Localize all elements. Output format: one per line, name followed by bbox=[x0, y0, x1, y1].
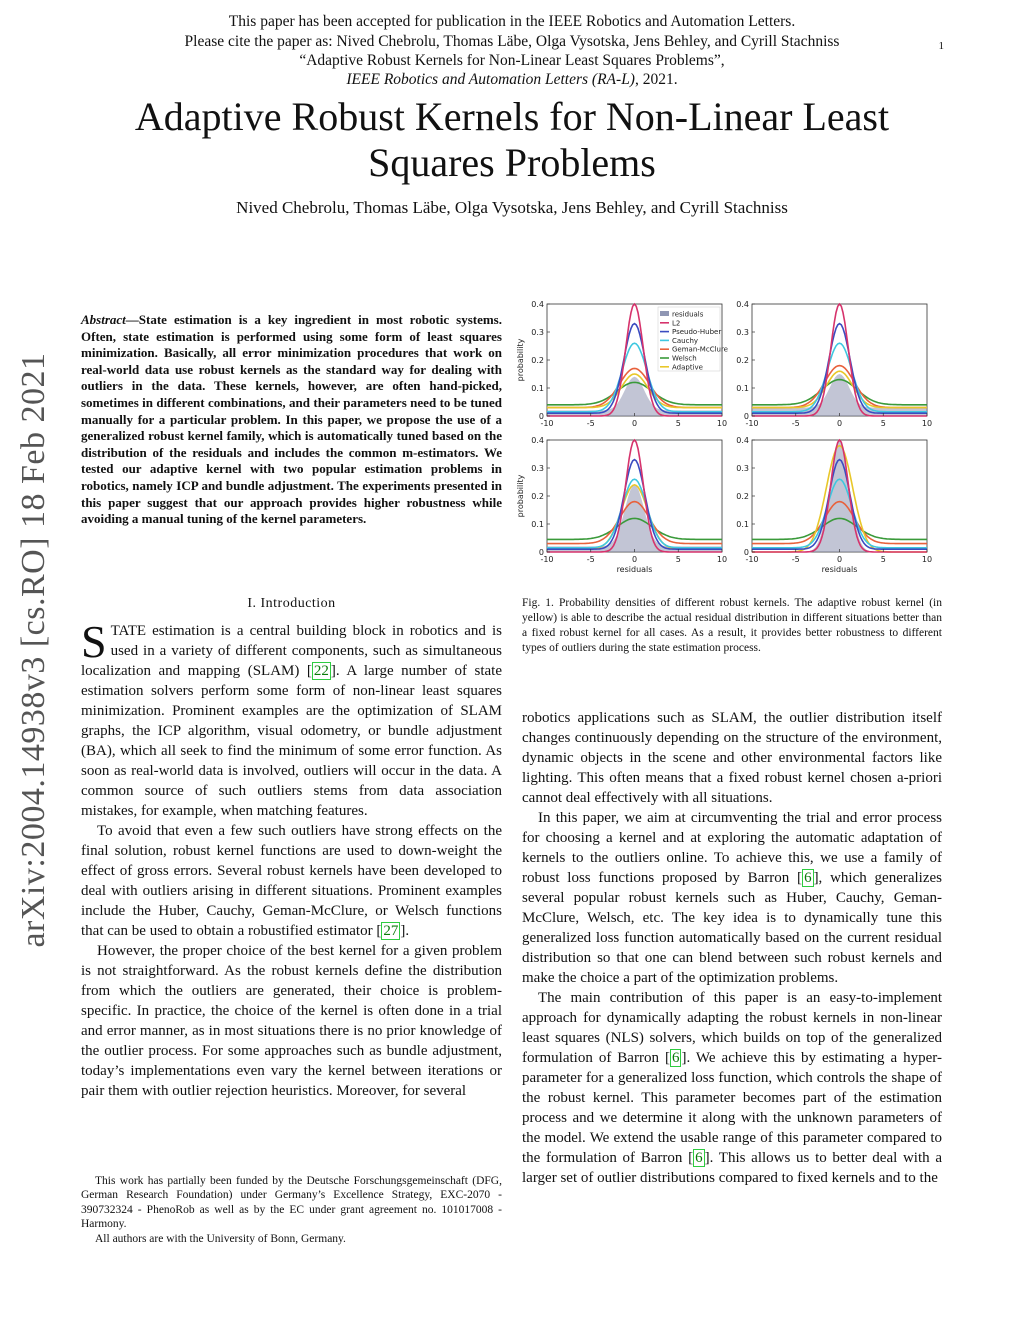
col2-paragraph-2 bbox=[522, 808, 942, 988]
intro-p1-text-a: TATE estimation is a central building block in robotics and is used in a variety of different components, such as simultaneous localization and mapping (SLAM) [ bbox=[81, 623, 502, 679]
figure-caption: Fig. 1. Probability densities of different robust kernels. The adaptive robust kernel (in yellow) is able to describe the actual residual distribution in different situations better than a fixed robust kernel for all cases. As a result, it provides better robustness to different types of outliers during the state estimation process. bbox=[522, 597, 942, 654]
y-tick-label: 0.4 bbox=[736, 436, 749, 445]
legend-swatch bbox=[660, 311, 669, 316]
x-tick-label: -10 bbox=[540, 555, 554, 564]
x-tick-label: -10 bbox=[540, 419, 554, 428]
y-tick-label: 0.3 bbox=[736, 328, 749, 337]
citation-note: Please cite the paper as: Nived Chebrolu, Thomas Läbe, Olga Vysotska, Jens Behley, and Cyrill Stachniss bbox=[184, 33, 840, 50]
citation-link-27[interactable]: 27 bbox=[383, 923, 399, 939]
citation-venue bbox=[0, 70, 1024, 89]
drop-cap: S bbox=[81, 616, 107, 667]
abstract-text: State estimation is a key ingredient in most robotic systems. Often, state estimation is performed using some form of least squares minimization. Basically, all error minimization procedures that work on real-world data use robust kernels as the standard way for dealing with outliers in the data. These kernels, however, are often hand-picked, sometimes in different combinations, and their parameters need to be tuned manually for a particular problem. In this paper, we propose the use of a generalized robust kernel family, which is automatically tuned based on the distribution of the residuals and includes the common m-estimators. We tested our adaptive kernel with two popular estimation problems in robotics, namely ICP and bundle adjustment. The experiments presented in this paper suggest that our approach provides higher robustness while avoiding a manual tuning of the kernel parameters. bbox=[81, 312, 502, 527]
intro-paragraph-1 bbox=[81, 616, 502, 821]
legend-entry: Adaptive bbox=[672, 363, 703, 372]
y-tick-label: 0.3 bbox=[736, 464, 749, 473]
x-tick-label: 0 bbox=[836, 555, 843, 564]
x-tick-label: -5 bbox=[586, 555, 595, 564]
arxiv-stamp bbox=[4, 350, 64, 950]
funding-note: This work has partially been funded by the Deutsche Forschungsgemeinschaft (DFG, German Research Foundation) under Germany’s Excellence Strategy, EXC-2070 - 390732324 - PhenoRob as well as by the EC under grant agreement no. 101017008 - Harmony. bbox=[81, 1175, 502, 1231]
x-tick-label: 0 bbox=[631, 555, 638, 564]
x-tick-label: 0 bbox=[631, 419, 638, 428]
abstract bbox=[81, 312, 502, 528]
col2-p2-text-b: ], which generalizes several popular robust kernels such as Huber, Cauchy, Geman-McClure, Welsch, etc. The key idea is to dynamically tune this generalized loss function automatically based on the current residual distribution so that one can blend between such robust kernels and make the choice a part of the optimization problems. bbox=[522, 870, 943, 986]
citation-title: “Adaptive Robust Kernels for Non-Linear Least Squares Problems”, bbox=[299, 52, 725, 69]
y-axis-label: probability bbox=[516, 338, 525, 382]
y-tick-label: 0.3 bbox=[531, 328, 544, 337]
arxiv-id: arXiv:2004.14938v3 [cs.RO] 18 Feb 2021 bbox=[15, 352, 52, 948]
y-tick-label: 0.1 bbox=[736, 520, 749, 529]
x-tick-label: -5 bbox=[586, 419, 595, 428]
intro-p2-text-b: ]. bbox=[400, 923, 410, 939]
intro-p1-text-b: ]. A large number of state estimation solvers perform some form of non-linear least squares minimization. Prominent examples are the optimization of SLAM graphs, the ICP algorithm, visual odometry, or bundle adjustment (BA), which all seek to find the minimum of some error function. As soon as real-world data is involved, outliers will occur in the data. A common source of such outliers stems from data association mistakes, for example, when matching features. bbox=[81, 663, 502, 819]
y-tick-label: 0 bbox=[538, 412, 544, 421]
legend-entry: Welsch bbox=[672, 354, 697, 363]
abstract-label: Abstract bbox=[81, 312, 126, 327]
y-axis-label: probability bbox=[516, 474, 525, 518]
y-tick-label: 0.3 bbox=[531, 464, 544, 473]
legend-entry: Geman-McClure bbox=[672, 345, 728, 354]
intro-p2-text-a: To avoid that even a few such outliers have strong effects on the final solution, robust kernel functions are used to down-weight the effect of gross errors. Several robust kernels have been developed to deal with outliers arising in different situations. Prominent examples include the Huber, Cauchy, Geman-McClure, or Welsch functions that can be used to obtain a robustified estimator [ bbox=[81, 823, 502, 939]
footnote bbox=[81, 1174, 502, 1246]
x-tick-label: 10 bbox=[716, 555, 728, 564]
author-list: Nived Chebrolu, Thomas Läbe, Olga Vysotska, Jens Behley, and Cyrill Stachniss bbox=[236, 198, 788, 217]
introduction-body bbox=[81, 616, 502, 1101]
y-tick-label: 0.2 bbox=[736, 356, 749, 365]
y-tick-label: 0 bbox=[538, 548, 544, 557]
title-line-2: Squares Problems bbox=[368, 140, 656, 185]
citation-link-6[interactable]: 6 bbox=[804, 870, 812, 886]
col2-p2-text-a: In this paper, we aim at circumventing the trial and error process for choosing a kernel and at exploring the automatic adaptation of kernels to the outliers online. To achieve this, we use a family of robust loss functions proposed by Barron [ bbox=[522, 810, 942, 886]
y-tick-label: 0.2 bbox=[531, 356, 544, 365]
x-tick-label: 5 bbox=[880, 419, 886, 428]
x-tick-label: 5 bbox=[880, 555, 886, 564]
col2-p3-text-c: ]. This allows us to better deal with a larger set of outlier distributions compared to fixed kernels and to the bbox=[522, 1150, 942, 1186]
chart-legend bbox=[658, 307, 728, 371]
x-tick-label: -5 bbox=[791, 555, 800, 564]
citation-link-6c[interactable]: 6 bbox=[695, 1150, 703, 1166]
abstract-dash: — bbox=[125, 312, 139, 327]
intro-paragraph-3: However, the proper choice of the best kernel for a given problem is not straightforward. As the robust kernels define the distribution from which the outliers are generated, their choice is problem-specific. In practice, the choice of the kernel is often done in a trial and error manner, as in most situations there is no prior knowledge of the outlier process. For some approaches such as bundle adjustment, today’s implementations even vary the kernel between iterations or pair them with outlier rejection heuristics. Moreover, for several bbox=[81, 943, 502, 1099]
x-tick-label: -5 bbox=[791, 419, 800, 428]
y-tick-label: 0 bbox=[743, 548, 749, 557]
page-number: 1 bbox=[938, 40, 944, 52]
venue-name: IEEE Robotics and Automation Letters (RA-L) bbox=[346, 71, 635, 88]
acceptance-note: This paper has been accepted for publication in the IEEE Robotics and Automation Letters. bbox=[228, 13, 796, 30]
col2-p3-text-b: ]. We achieve this by estimating a hyper-parameter for a generalized loss function, which controls the shape of the robust kernel. This parameter becomes part of the estimation process and we determine it along with the unknown parameters of the model. We extend the usable range of this parameter compared to the formulation of Barron [ bbox=[522, 1050, 942, 1166]
x-tick-label: -10 bbox=[745, 419, 759, 428]
y-tick-label: 0.4 bbox=[531, 300, 544, 309]
x-axis-label: residuals bbox=[616, 565, 653, 574]
x-tick-label: 10 bbox=[921, 555, 933, 564]
y-tick-label: 0 bbox=[743, 412, 749, 421]
col2-paragraph-3 bbox=[522, 988, 942, 1188]
section-heading-introduction: I. Introduction bbox=[247, 596, 336, 611]
legend-entry: residuals bbox=[672, 310, 704, 319]
y-tick-label: 0.4 bbox=[531, 436, 544, 445]
col2-p3-text-a: The main contribution of this paper is an easy-to-implement approach for dynamically adapting the robust kernels in non-linear least squares (NLS) solvers, which builds on top of the generalized formulation of Barron [ bbox=[522, 990, 942, 1066]
legend-entry: Cauchy bbox=[672, 336, 699, 345]
venue-year: , 2021. bbox=[634, 71, 678, 88]
x-tick-label: -10 bbox=[745, 555, 759, 564]
paper-title bbox=[0, 94, 1024, 186]
y-tick-label: 0.2 bbox=[736, 492, 749, 501]
y-tick-label: 0.1 bbox=[531, 384, 544, 393]
chart-panel-bottom-right bbox=[736, 436, 932, 574]
affiliation-note: All authors are with the University of Bonn, Germany. bbox=[95, 1232, 346, 1245]
y-tick-label: 0.4 bbox=[736, 300, 749, 309]
right-column-body bbox=[522, 708, 942, 1188]
y-tick-label: 0.2 bbox=[531, 492, 544, 501]
y-tick-label: 0.1 bbox=[531, 520, 544, 529]
figure-1-chart bbox=[514, 292, 944, 582]
x-tick-label: 5 bbox=[675, 555, 681, 564]
x-axis-label: residuals bbox=[821, 565, 858, 574]
citation-link-6b[interactable]: 6 bbox=[671, 1050, 680, 1066]
chart-panel-bottom-left bbox=[516, 436, 727, 574]
x-tick-label: 5 bbox=[675, 419, 681, 428]
x-tick-label: 10 bbox=[921, 419, 933, 428]
chart-panel-top-right bbox=[736, 300, 932, 428]
chart-panel-top-left bbox=[516, 300, 728, 428]
y-tick-label: 0.1 bbox=[736, 384, 749, 393]
citation-link-22[interactable]: 22 bbox=[313, 663, 329, 679]
x-tick-label: 0 bbox=[836, 419, 843, 428]
x-tick-label: 10 bbox=[716, 419, 728, 428]
legend-entry: Pseudo-Huber bbox=[672, 328, 722, 337]
intro-paragraph-2 bbox=[81, 821, 502, 941]
legend-entry: L2 bbox=[672, 319, 681, 328]
col2-paragraph-1: robotics applications such as SLAM, the outlier distribution itself changes continuously depending on the structure of the environment, dynamic objects in the scene and other environmental factors like lighting. This often means that a fixed robust kernel chosen a-priori cannot deal effectively with all situations. bbox=[522, 710, 942, 806]
title-line-1: Adaptive Robust Kernels for Non-Linear Least bbox=[134, 94, 890, 139]
